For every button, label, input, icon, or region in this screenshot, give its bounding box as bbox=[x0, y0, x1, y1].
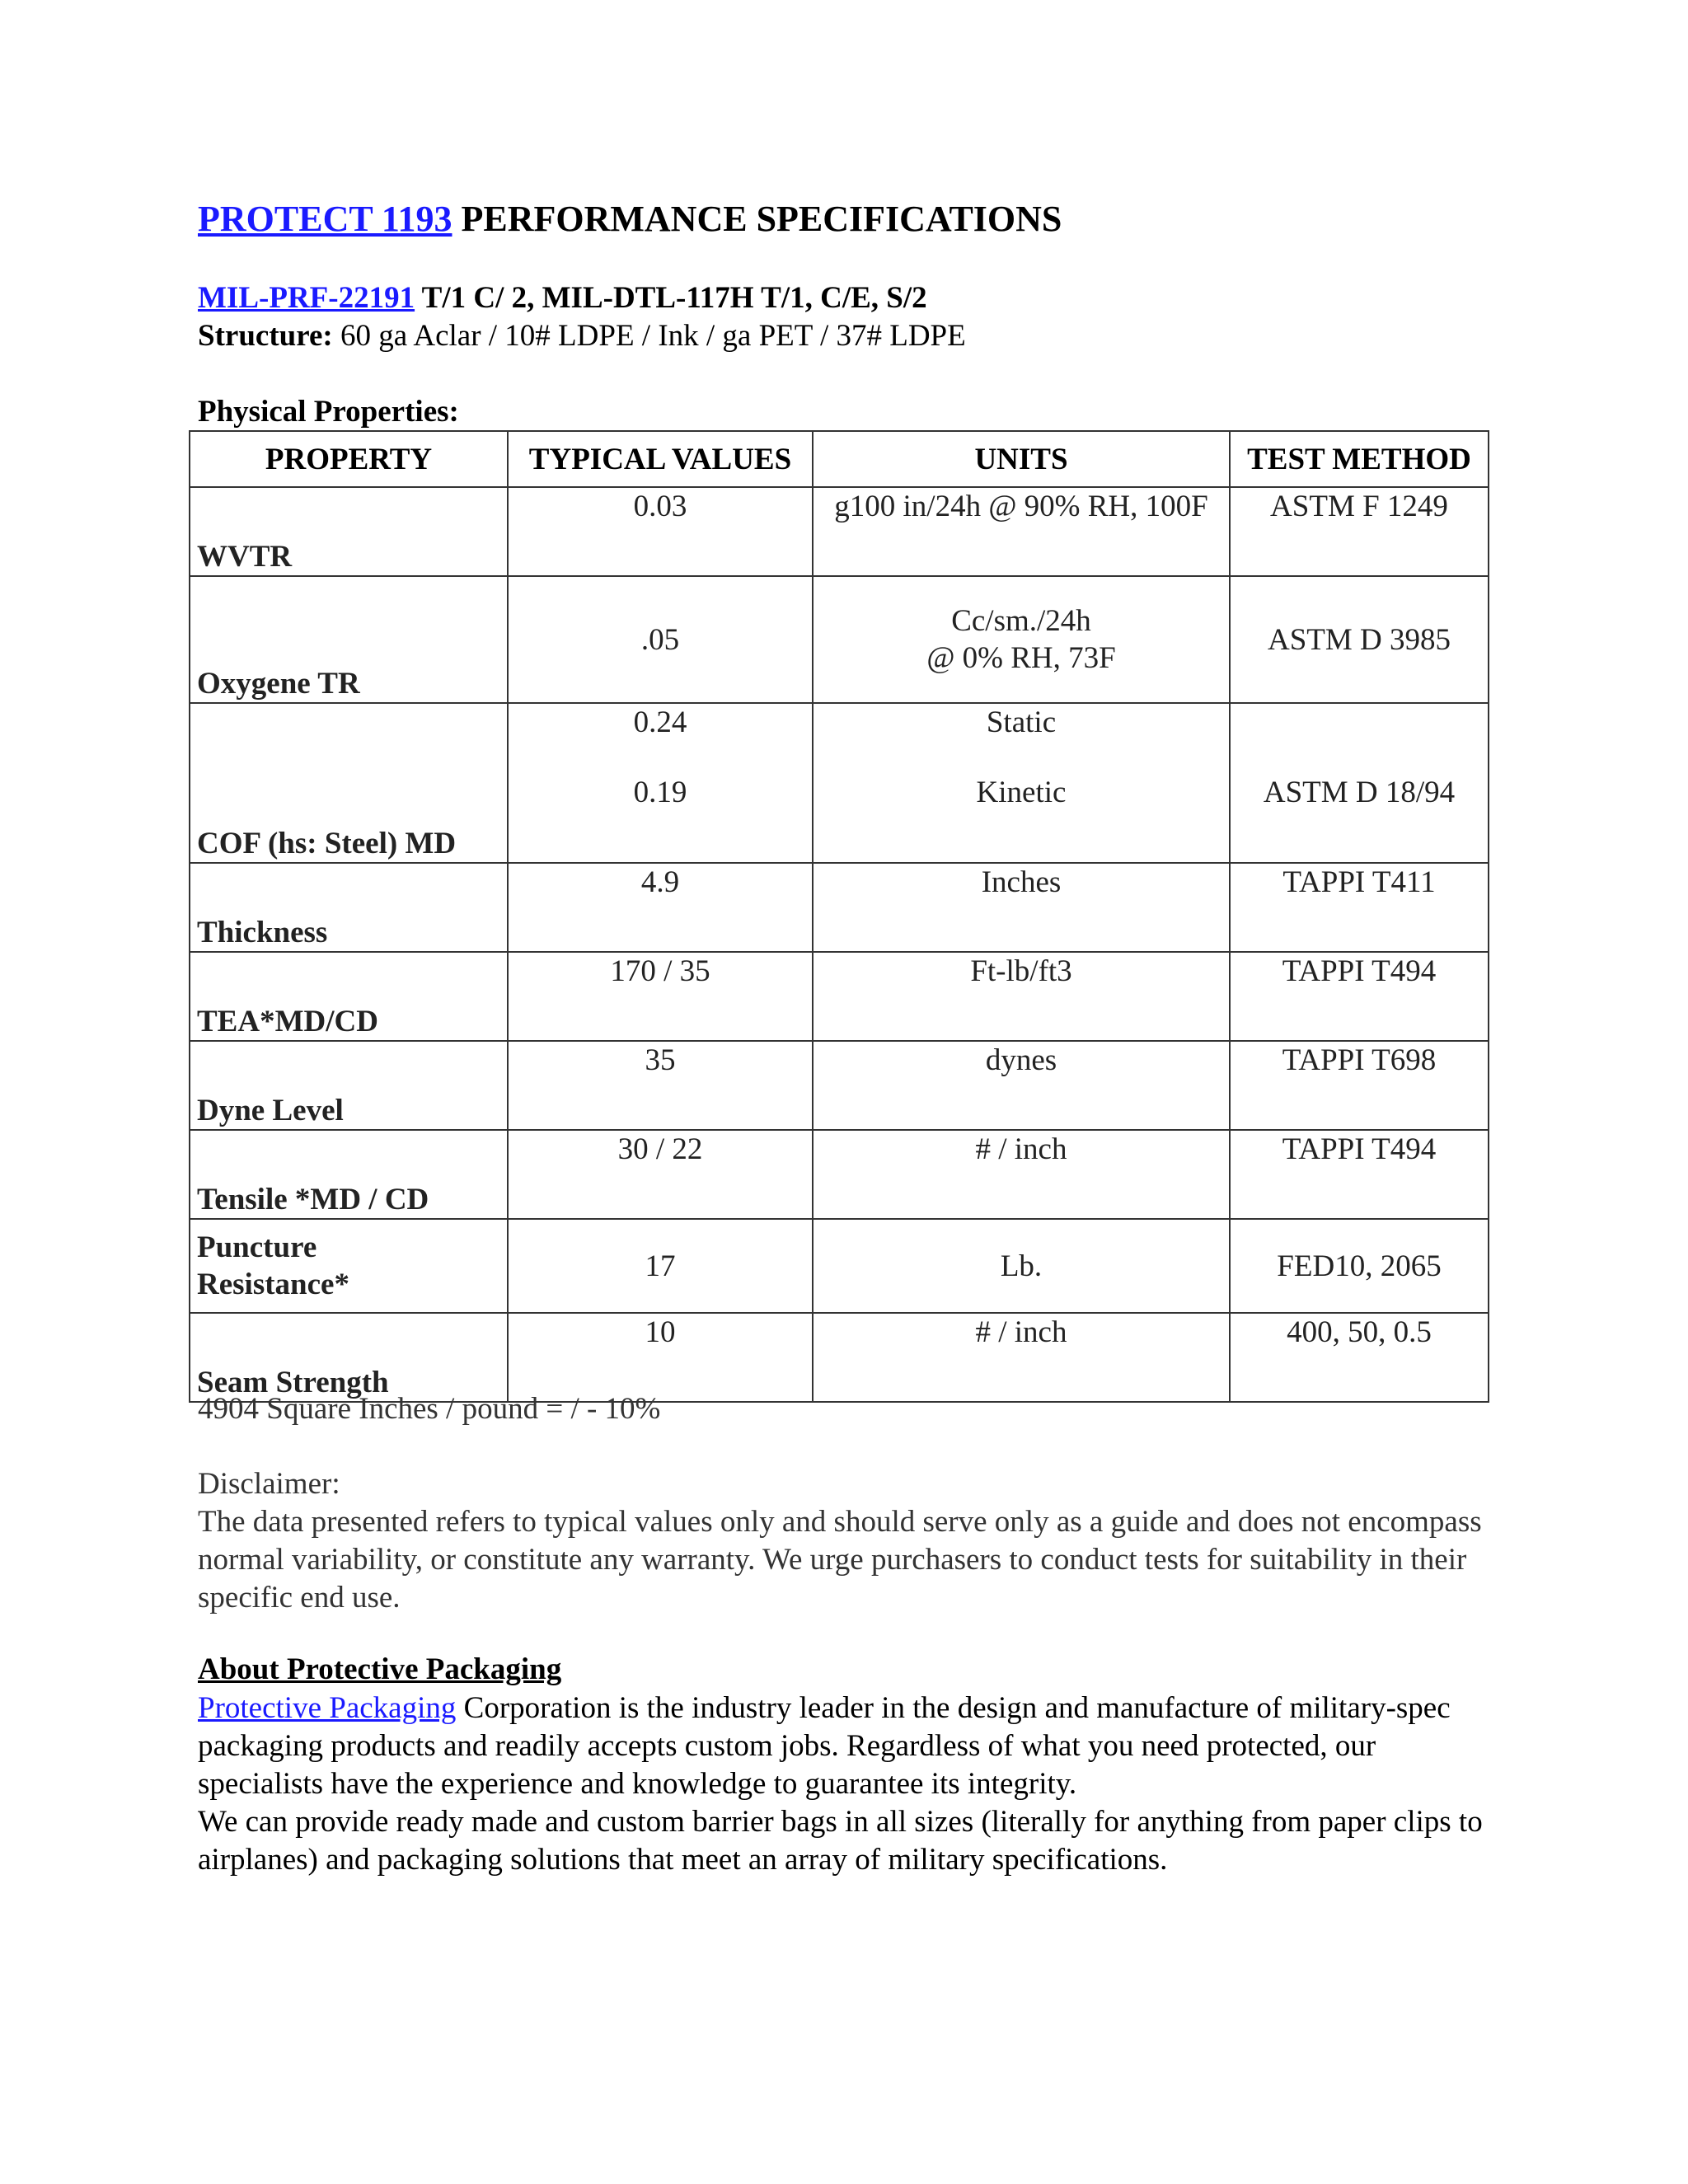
header-property: PROPERTY bbox=[190, 431, 508, 487]
properties-table bbox=[189, 430, 1489, 1403]
unit-cell bbox=[813, 703, 1230, 863]
property-line-1: Puncture bbox=[197, 1230, 317, 1264]
spec-line bbox=[198, 280, 927, 316]
method-cell: 400, 50, 0.5 bbox=[1230, 1313, 1489, 1402]
value-cell: 170 / 35 bbox=[508, 952, 813, 1041]
table-row bbox=[190, 1313, 1489, 1402]
value-static: 0.24 bbox=[633, 705, 687, 739]
structure-label: Structure: bbox=[198, 319, 333, 353]
property-cell: TEA*MD/CD bbox=[190, 952, 508, 1041]
unit-cell: # / inch bbox=[813, 1130, 1230, 1219]
method-cell: TAPPI T494 bbox=[1230, 1130, 1489, 1219]
value-cell: 30 / 22 bbox=[508, 1130, 813, 1219]
about-paragraph-1 bbox=[198, 1690, 1508, 1803]
value-cell: 35 bbox=[508, 1041, 813, 1130]
unit-line-2: @ 0% RH, 73F bbox=[926, 641, 1116, 675]
property-cell: COF (hs: Steel) MD bbox=[190, 703, 508, 863]
property-cell: Thickness bbox=[190, 863, 508, 952]
about-paragraph-2: We can provide ready made and custom barrier bags in all sizes (literally for anything from paper clips to airplanes) and packaging solutions that meet an array of military specifications. bbox=[198, 1805, 1483, 1877]
table-row bbox=[190, 1219, 1489, 1313]
table-row bbox=[190, 952, 1489, 1041]
property-cell bbox=[190, 1219, 508, 1313]
property-cell: Tensile *MD / CD bbox=[190, 1130, 508, 1219]
physical-properties-heading: Physical Properties: bbox=[198, 395, 459, 429]
value-cell: 17 bbox=[508, 1219, 813, 1313]
product-link[interactable]: PROTECT 1193 bbox=[198, 199, 452, 239]
unit-cell bbox=[813, 576, 1230, 703]
about-heading: About Protective Packaging bbox=[198, 1652, 562, 1686]
value-cell: 0.03 bbox=[508, 487, 813, 576]
page-title-text: PERFORMANCE SPECIFICATIONS bbox=[452, 199, 1062, 239]
property-cell: WVTR bbox=[190, 487, 508, 576]
about-paragraph-1-text: Corporation is the industry leader in the design and manufacture of military-spec packaging products and readily accepts custom jobs. Regardless of what you need protected, our specialists have the experience and knowledge to guarantee its integrity. bbox=[198, 1691, 1451, 1801]
table-row bbox=[190, 576, 1489, 703]
table-row bbox=[190, 863, 1489, 952]
header-typical-values: TYPICAL VALUES bbox=[508, 431, 813, 487]
property-cell: Dyne Level bbox=[190, 1041, 508, 1130]
method-cell: TAPPI T698 bbox=[1230, 1041, 1489, 1130]
unit-kinetic: Kinetic bbox=[976, 776, 1067, 809]
unit-cell: dynes bbox=[813, 1041, 1230, 1130]
header-test-method: TEST METHOD bbox=[1230, 431, 1489, 487]
table-header-row bbox=[190, 431, 1489, 487]
unit-cell: g100 in/24h @ 90% RH, 100F bbox=[813, 487, 1230, 576]
unit-line-1: Cc/sm./24h bbox=[951, 604, 1091, 638]
unit-cell: Lb. bbox=[813, 1219, 1230, 1313]
value-cell: .05 bbox=[508, 576, 813, 703]
value-cell bbox=[508, 703, 813, 863]
header-units: UNITS bbox=[813, 431, 1230, 487]
page-title bbox=[198, 198, 1062, 240]
method-cell: TAPPI T494 bbox=[1230, 952, 1489, 1041]
property-line-2: Resistance* bbox=[197, 1268, 349, 1301]
structure-value: 60 ga Aclar / 10# LDPE / Ink / ga PET / 37# LDPE bbox=[332, 319, 966, 353]
unit-cell: Inches bbox=[813, 863, 1230, 952]
method-cell: FED10, 2065 bbox=[1230, 1219, 1489, 1313]
method-cell: TAPPI T411 bbox=[1230, 863, 1489, 952]
property-cell: Seam Strength bbox=[190, 1313, 508, 1402]
yield-note: 4904 Square Inches / pound = / - 10% bbox=[198, 1392, 661, 1426]
structure-line bbox=[198, 318, 966, 354]
company-link[interactable]: Protective Packaging bbox=[198, 1691, 457, 1725]
method-cell: ASTM F 1249 bbox=[1230, 487, 1489, 576]
unit-cell: # / inch bbox=[813, 1313, 1230, 1402]
disclaimer-heading: Disclaimer: bbox=[198, 1467, 340, 1501]
disclaimer-block bbox=[198, 1465, 1500, 1617]
method-text: ASTM D 18/94 bbox=[1263, 776, 1456, 809]
table-row bbox=[190, 703, 1489, 863]
value-cell: 10 bbox=[508, 1313, 813, 1402]
value-kinetic: 0.19 bbox=[633, 776, 687, 809]
spec-line-text: T/1 C/ 2, MIL-DTL-117H T/1, C/E, S/2 bbox=[415, 281, 927, 315]
method-cell: ASTM D 3985 bbox=[1230, 576, 1489, 703]
table-row bbox=[190, 1130, 1489, 1219]
method-cell bbox=[1230, 703, 1489, 863]
value-cell: 4.9 bbox=[508, 863, 813, 952]
table-row bbox=[190, 1041, 1489, 1130]
disclaimer-body: The data presented refers to typical values only and should serve only as a guide and does not encompass normal variability, or constitute any warranty. We urge purchasers to conduct tests for suitability in their specific end use. bbox=[198, 1505, 1482, 1615]
property-cell: Oxygene TR bbox=[190, 576, 508, 703]
mil-spec-link[interactable]: MIL-PRF-22191 bbox=[198, 281, 415, 315]
unit-static: Static bbox=[986, 705, 1057, 739]
unit-cell: Ft-lb/ft3 bbox=[813, 952, 1230, 1041]
about-body bbox=[198, 1690, 1508, 1879]
table-row bbox=[190, 487, 1489, 576]
